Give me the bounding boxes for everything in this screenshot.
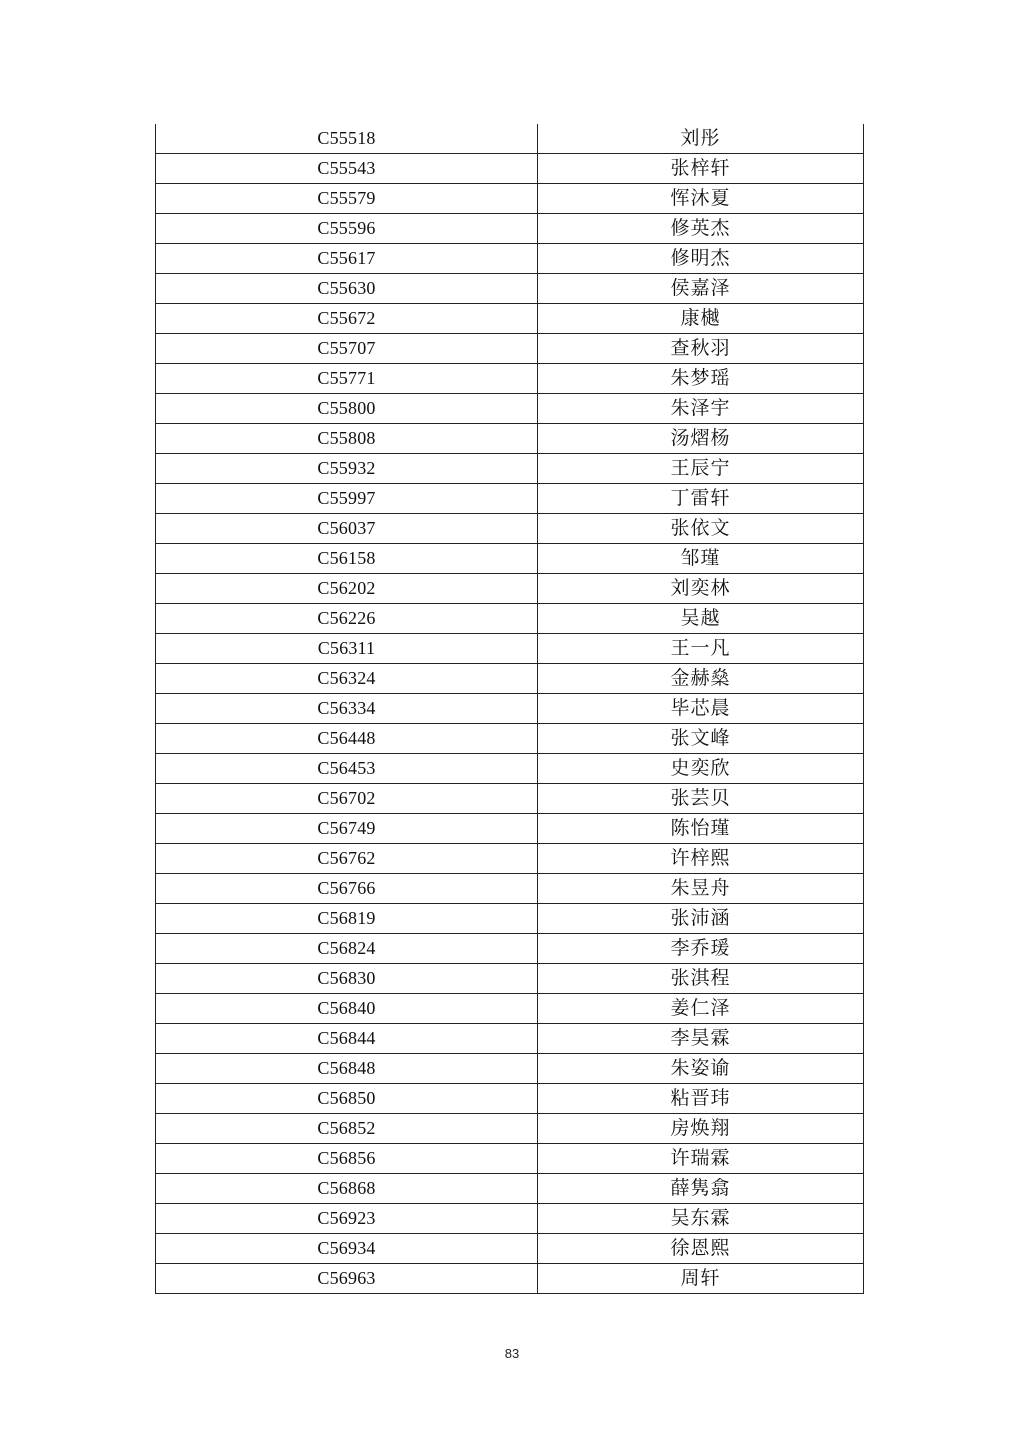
table-row xyxy=(156,304,864,334)
candidate-id-cell: C55672 xyxy=(156,304,538,334)
candidate-name-cell: 邹瑾 xyxy=(538,544,864,574)
table-row xyxy=(156,1144,864,1174)
table-row xyxy=(156,154,864,184)
candidate-id-cell: C56202 xyxy=(156,574,538,604)
candidate-name-cell: 恽沐夏 xyxy=(538,184,864,214)
candidate-id-cell: C55543 xyxy=(156,154,538,184)
candidate-id-cell: C56158 xyxy=(156,544,538,574)
table-row xyxy=(156,754,864,784)
candidate-name-cell: 朱昱舟 xyxy=(538,874,864,904)
candidate-id-cell: C56868 xyxy=(156,1174,538,1204)
candidate-name-cell: 王辰宁 xyxy=(538,454,864,484)
table-row xyxy=(156,514,864,544)
table-row xyxy=(156,1264,864,1294)
table-row xyxy=(156,904,864,934)
candidate-name-cell: 许梓熙 xyxy=(538,844,864,874)
candidate-id-cell: C56824 xyxy=(156,934,538,964)
candidate-name-cell: 修明杰 xyxy=(538,244,864,274)
table-row xyxy=(156,724,864,754)
candidate-id-cell: C56923 xyxy=(156,1204,538,1234)
table-row xyxy=(156,244,864,274)
candidate-name-cell: 张芸贝 xyxy=(538,784,864,814)
candidate-id-cell: C56934 xyxy=(156,1234,538,1264)
candidate-name-cell: 丁雷轩 xyxy=(538,484,864,514)
candidate-name-cell: 粘晋玮 xyxy=(538,1084,864,1114)
roster-table-body xyxy=(156,124,864,1294)
table-row xyxy=(156,214,864,244)
candidate-id-cell: C56702 xyxy=(156,784,538,814)
candidate-id-cell: C56334 xyxy=(156,694,538,724)
candidate-id-cell: C55771 xyxy=(156,364,538,394)
candidate-id-cell: C56848 xyxy=(156,1054,538,1084)
candidate-name-cell: 姜仁泽 xyxy=(538,994,864,1024)
candidate-name-cell: 房焕翔 xyxy=(538,1114,864,1144)
candidate-name-cell: 毕芯晨 xyxy=(538,694,864,724)
table-row xyxy=(156,964,864,994)
table-row xyxy=(156,274,864,304)
candidate-name-cell: 徐恩熙 xyxy=(538,1234,864,1264)
table-row xyxy=(156,424,864,454)
candidate-name-cell: 金赫燊 xyxy=(538,664,864,694)
candidate-id-cell: C55707 xyxy=(156,334,538,364)
roster-table xyxy=(155,124,864,1294)
table-row xyxy=(156,814,864,844)
candidate-id-cell: C55800 xyxy=(156,394,538,424)
candidate-name-cell: 张依文 xyxy=(538,514,864,544)
candidate-id-cell: C55630 xyxy=(156,274,538,304)
table-row xyxy=(156,364,864,394)
table-row xyxy=(156,934,864,964)
candidate-name-cell: 刘彤 xyxy=(538,124,864,154)
candidate-name-cell: 汤熠杨 xyxy=(538,424,864,454)
table-row xyxy=(156,1054,864,1084)
table-row xyxy=(156,484,864,514)
candidate-name-cell: 李乔瑗 xyxy=(538,934,864,964)
table-row xyxy=(156,454,864,484)
candidate-id-cell: C56311 xyxy=(156,634,538,664)
candidate-name-cell: 吴越 xyxy=(538,604,864,634)
candidate-name-cell: 周轩 xyxy=(538,1264,864,1294)
candidate-id-cell: C55579 xyxy=(156,184,538,214)
table-row xyxy=(156,844,864,874)
candidate-name-cell: 张沛涵 xyxy=(538,904,864,934)
candidate-id-cell: C56819 xyxy=(156,904,538,934)
candidate-id-cell: C56963 xyxy=(156,1264,538,1294)
candidate-id-cell: C56830 xyxy=(156,964,538,994)
candidate-id-cell: C55997 xyxy=(156,484,538,514)
candidate-id-cell: C56762 xyxy=(156,844,538,874)
table-row xyxy=(156,334,864,364)
candidate-name-cell: 修英杰 xyxy=(538,214,864,244)
table-row xyxy=(156,124,864,154)
table-row xyxy=(156,874,864,904)
candidate-id-cell: C55932 xyxy=(156,454,538,484)
candidate-id-cell: C56453 xyxy=(156,754,538,784)
candidate-id-cell: C56840 xyxy=(156,994,538,1024)
candidate-name-cell: 王一凡 xyxy=(538,634,864,664)
candidate-name-cell: 薛隽翕 xyxy=(538,1174,864,1204)
candidate-name-cell: 张梓轩 xyxy=(538,154,864,184)
table-row xyxy=(156,1114,864,1144)
candidate-id-cell: C55596 xyxy=(156,214,538,244)
candidate-name-cell: 许瑞霖 xyxy=(538,1144,864,1174)
table-row xyxy=(156,1234,864,1264)
candidate-name-cell: 查秋羽 xyxy=(538,334,864,364)
candidate-id-cell: C56324 xyxy=(156,664,538,694)
candidate-name-cell: 张淇程 xyxy=(538,964,864,994)
candidate-id-cell: C55617 xyxy=(156,244,538,274)
candidate-id-cell: C56850 xyxy=(156,1084,538,1114)
table-row xyxy=(156,394,864,424)
candidate-name-cell: 刘奕林 xyxy=(538,574,864,604)
table-row xyxy=(156,664,864,694)
table-row xyxy=(156,184,864,214)
candidate-name-cell: 李昊霖 xyxy=(538,1024,864,1054)
candidate-name-cell: 侯嘉泽 xyxy=(538,274,864,304)
table-row xyxy=(156,1024,864,1054)
table-row xyxy=(156,994,864,1024)
candidate-name-cell: 吴东霖 xyxy=(538,1204,864,1234)
candidate-id-cell: C56037 xyxy=(156,514,538,544)
candidate-name-cell: 张文峰 xyxy=(538,724,864,754)
candidate-name-cell: 史奕欣 xyxy=(538,754,864,784)
candidate-name-cell: 陈怡瑾 xyxy=(538,814,864,844)
table-row xyxy=(156,1084,864,1114)
candidate-id-cell: C55808 xyxy=(156,424,538,454)
candidate-id-cell: C56226 xyxy=(156,604,538,634)
candidate-name-cell: 朱泽宇 xyxy=(538,394,864,424)
page-number: 83 xyxy=(504,1346,520,1361)
table-row xyxy=(156,784,864,814)
table-row xyxy=(156,634,864,664)
candidate-id-cell: C56749 xyxy=(156,814,538,844)
candidate-name-cell: 康樾 xyxy=(538,304,864,334)
table-row xyxy=(156,694,864,724)
candidate-id-cell: C56448 xyxy=(156,724,538,754)
table-row xyxy=(156,1204,864,1234)
candidate-id-cell: C56766 xyxy=(156,874,538,904)
candidate-id-cell: C56844 xyxy=(156,1024,538,1054)
table-row xyxy=(156,604,864,634)
candidate-name-cell: 朱姿谕 xyxy=(538,1054,864,1084)
table-row xyxy=(156,574,864,604)
candidate-name-cell: 朱梦瑶 xyxy=(538,364,864,394)
table-row xyxy=(156,544,864,574)
candidate-id-cell: C56852 xyxy=(156,1114,538,1144)
table-row xyxy=(156,1174,864,1204)
candidate-id-cell: C56856 xyxy=(156,1144,538,1174)
candidate-id-cell: C55518 xyxy=(156,124,538,154)
